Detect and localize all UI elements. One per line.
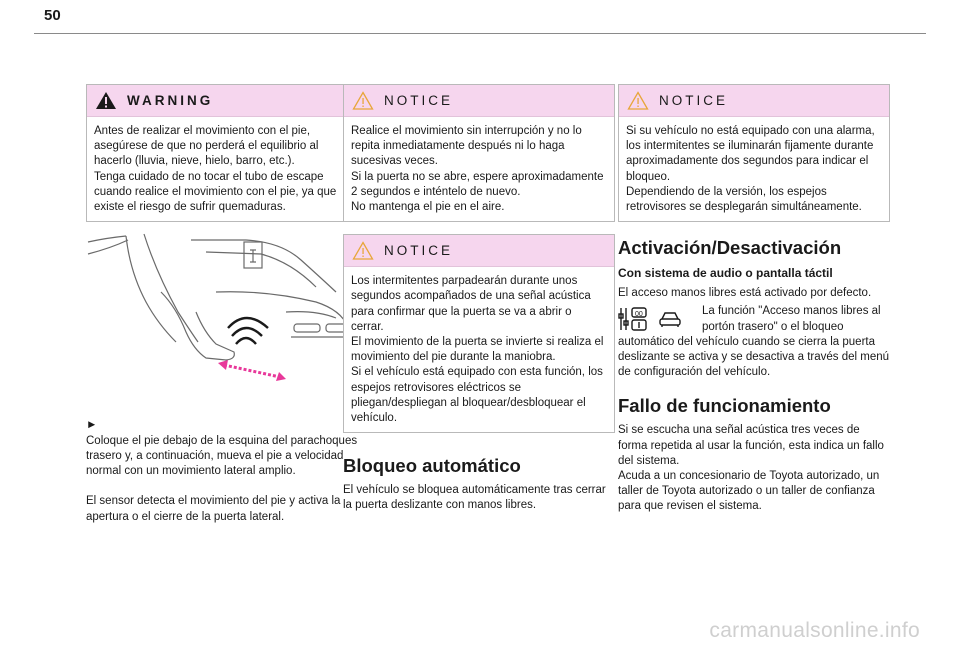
bullet-arrow-icon: ► [86,419,98,432]
settings-icons [618,304,702,334]
warning-triangle-icon [95,91,117,110]
activacion-subheading: Con sistema de audio o pantalla táctil [618,266,833,281]
notice-header-2 [344,235,614,267]
warning-header [87,85,357,117]
notice-box-1 [343,84,615,222]
car-icon [658,310,682,328]
caution-triangle-icon [627,91,649,110]
footer-watermark: carmanualsonline.info [709,619,920,642]
notice-header-3 [619,85,889,117]
column-left [86,84,358,525]
top-divider [34,33,926,34]
warning-box [86,84,358,222]
bloqueo-heading: Bloqueo automático [343,455,521,477]
activacion-text-2b: automático del vehículo cuando se cierra la puerta deslizante se activa y se desactiva a través del menú de configuración del vehículo. [618,335,890,379]
settings-menu-icon [618,306,648,332]
activacion-text-2a: La función "Acceso manos libres al portón trasero" o el bloqueo [702,305,881,333]
notice-title-1: NOTICE [384,93,454,108]
notice-box-2 [343,234,615,433]
foot-illustration [86,232,358,382]
activacion-text-1: El acceso manos libres está activado por defecto. [618,287,872,300]
caution-triangle-icon [352,241,374,260]
instruction-text [86,403,358,525]
instruction-step: Coloque el pie debajo de la esquina del parachoques trasero y, a continuación, mueva el pie a velocidad normal con un movimiento lateral amplio. [86,434,358,478]
bloqueo-text: El vehículo se bloquea automáticamente tras cerrar la puerta deslizante con manos libres. [343,484,606,512]
column-middle [343,84,615,514]
notice-header-1 [344,85,614,117]
column-right [618,84,890,515]
notice-text-3: Si su vehículo no está equipado con una alarma, los intermitentes se iluminarán fijamente durante aproximadamente dos segundos para indicar el bloqueo. Dependiendo de la versión, los espejos retrovisores se desplegarán simultáneamente. [626,125,875,214]
instruction-detail: El sensor detecta el movimiento del pie y activa la apertura o el cierre de la puerta lateral. [86,495,341,523]
warning-text: Antes de realizar el movimiento con el pie, asegúrese de que no perderá el equilibrio al hacerlo (lluvia, nieve, hielo, barro, etc.). Tenga cuidado de no tocar el tubo de escape cuando realice el movimiento con el pie, ya que existe el riesgo de sufrir quemaduras. [94,125,337,214]
svg-text:00: 00 [635,311,643,319]
activacion-heading: Activación/Desactivación [618,237,842,259]
notice-title-2: NOTICE [384,243,454,259]
activacion-paragraph-2 [618,304,890,380]
notice-title-3: NOTICE [659,93,729,108]
notice-text-1: Realice el movimiento sin interrupción y no lo repita inmediatamente después ni lo haga sucesivas veces. Si la puerta no se abre, espere aproximadamente 2 segundos e inténtelo de nuevo. No mantenga el pie en el aire. [351,125,604,214]
notice-box-3 [618,84,890,222]
page-number: 50 [44,7,61,24]
warning-title: WARNING [127,93,214,108]
fallo-text: Si se escucha una señal acústica tres veces de forma repetida al usar la función, esta indica un fallo del sistema. Acuda a un concesionario de Toyota autorizado, un taller de Toyota autorizado o un taller de confianza para que revisen el sistema. [618,424,884,513]
caution-triangle-icon [352,91,374,110]
fallo-heading: Fallo de funcionamiento [618,395,831,417]
notice-text-2: Los intermitentes parpadearán durante unos segundos acompañados de una señal acústica para confirmar que la puerta se va a abrir o cerrar. El movimiento de la puerta se invierte si realiza el movimiento del pie durante la maniobra. Si el vehículo está equipado con esta función, los espejos retrovisores eléctricos se pliegan/despliegan al bloquear/desbloquear el vehículo. [351,275,604,425]
car-bumper-drawing [86,232,358,382]
